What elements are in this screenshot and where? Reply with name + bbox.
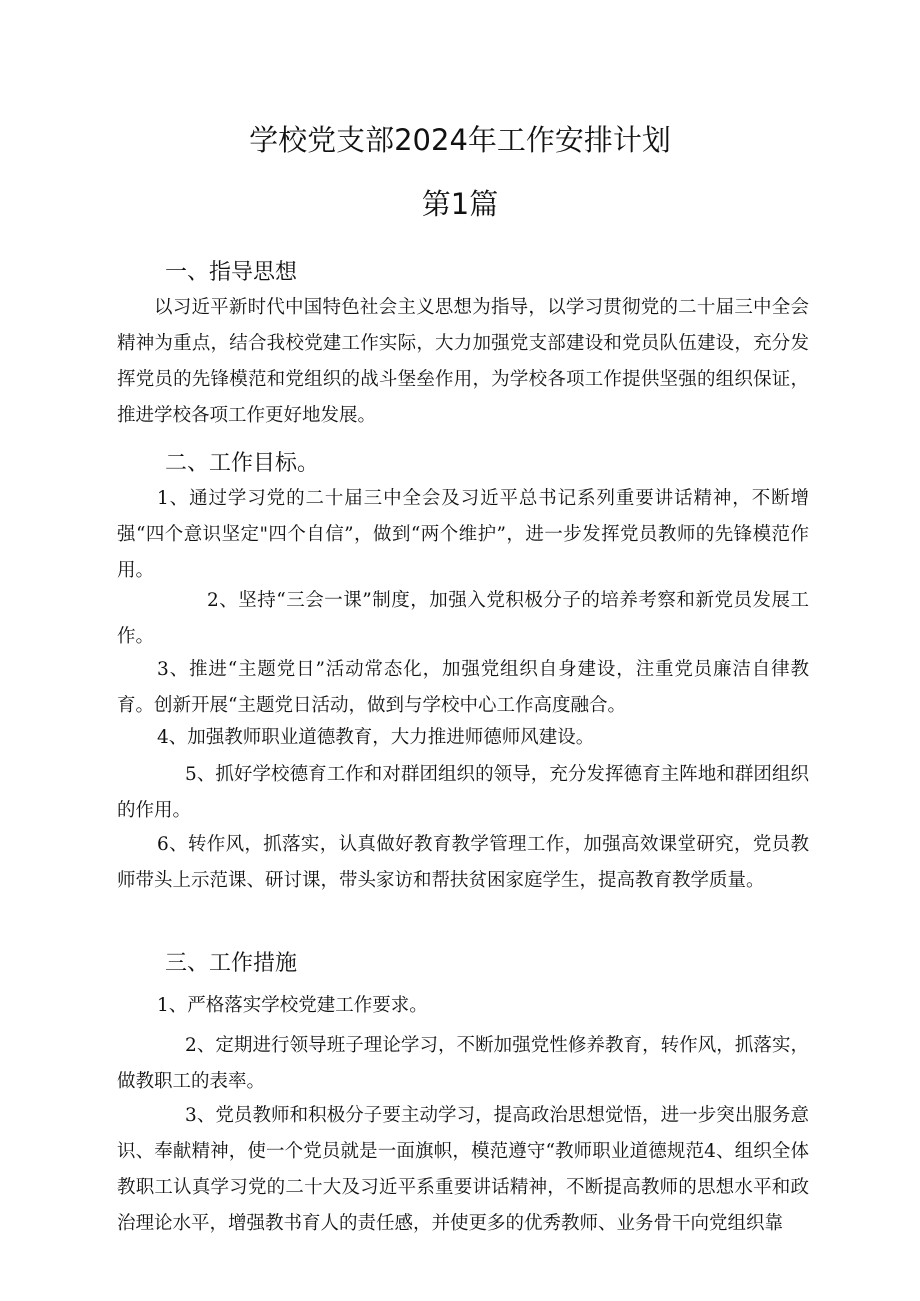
paragraph: 3、党员教师和积极分子要主动学习，提高政治思想觉悟，进一步突出服务意识、奉献精神，使一个党员就是一面旗帜，模范遵守“教师职业道德规范4、组织全体教职工认真学习党的二十大及习近平系重要讲话精神，不断提高教师的思想水平和政治理论水平，增强教书育人的责任感，并使更多的优秀教师、业务骨干向党组织靠 bbox=[117, 1105, 809, 1234]
paragraph: 3、推进“主题党日”活动常态化，加强党组织自身建设，注重党员廉洁自律教育。创新开展“主题党日活动，做到与学校中心工作高度融合。 bbox=[117, 659, 809, 716]
paragraph: 2、定期进行领导班子理论学习，不断加强党性修养教育，转作风，抓落实，做教职工的表率。 bbox=[117, 1035, 809, 1092]
paragraph: 5、抓好学校德育工作和对群团组织的领导，充分发挥德育主阵地和群团组织的作用。 bbox=[117, 764, 809, 821]
document-title: 学校党支部2024年工作安排计划 bbox=[249, 123, 671, 157]
paragraph: 以习近平新时代中国特色社会主义思想为指导，以学习贯彻党的二十届三中全会精神为重点，结合我校党建工作实际，大力加强党支部建设和党员队伍建设，充分发挥党员的先锋模范和党组织的战斗堡垒作用，为学校各项工作提供坚强的组织保证，推进学校各项工作更好地发展。 bbox=[117, 297, 809, 426]
section-heading-work-measures: 三、工作措施 bbox=[165, 951, 298, 976]
paragraph: 1、严格落实学校党建工作要求。 bbox=[157, 995, 428, 1016]
section-heading-work-goals: 二、工作目标。 bbox=[165, 451, 320, 476]
document-subtitle: 第1篇 bbox=[421, 187, 499, 221]
section-heading-guiding-ideology: 一、指导思想 bbox=[165, 260, 298, 285]
paragraph: 1、通过学习党的二十届三中全会及习近平总书记系列重要讲话精神，不断增强“四个意识坚定"四个自信”，做到“两个维护”，进一步发挥党员教师的先锋模范作用。 bbox=[117, 488, 809, 581]
paragraph: 6、转作风，抓落实，认真做好教育教学管理工作，加强高效课堂研究，党员教师带头上示范课、研讨课，带头家访和帮扶贫困家庭学生，提高教育教学质量。 bbox=[117, 834, 809, 891]
paragraph: 4、加强教师职业道德教育，大力推进师德师风建设。 bbox=[157, 727, 595, 748]
paragraph: 2、坚持“三会一课”制度，加强入党积极分子的培养考察和新党员发展工作。 bbox=[117, 590, 809, 647]
